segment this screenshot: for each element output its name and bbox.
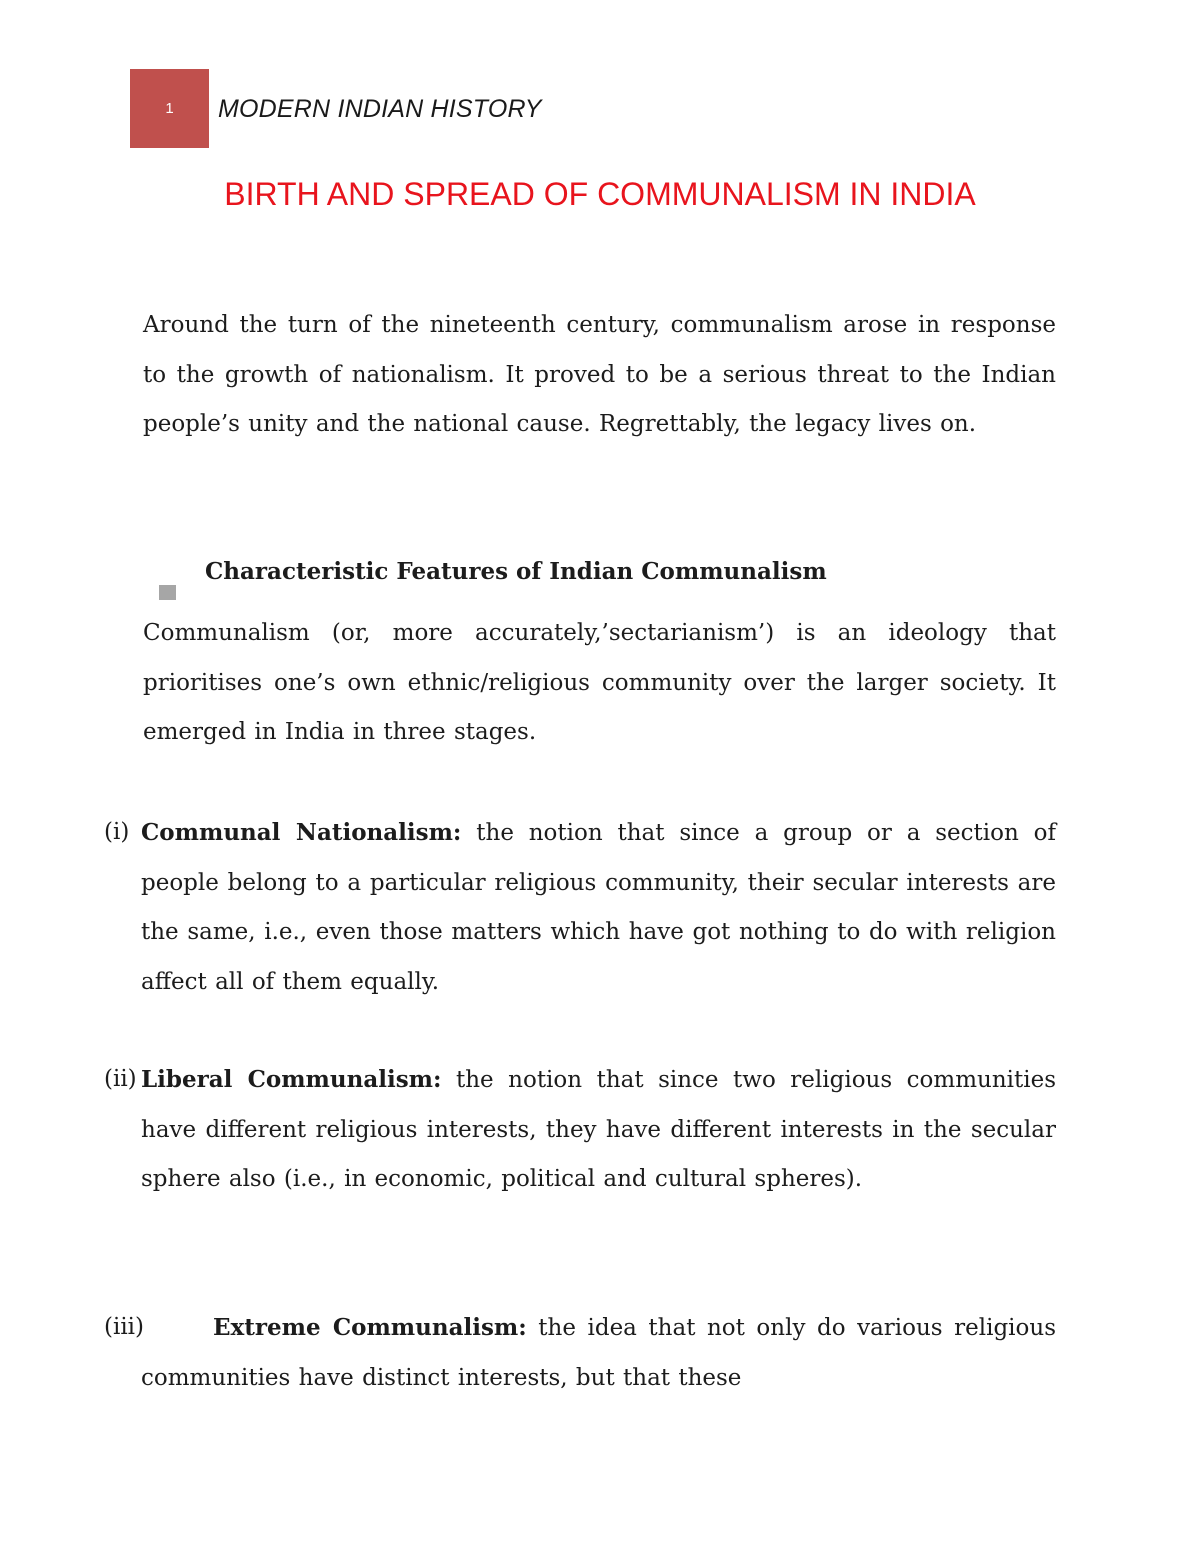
stage-marker: (ii) xyxy=(104,1066,137,1092)
stage-text: the idea that not only do various religious communities have distinct interests, but that these xyxy=(141,1315,1057,1391)
stage-marker: (iii) xyxy=(104,1314,145,1340)
stage-text: the notion that since a group or a section of people belong to a particular religious community, their secular interests are the same, i.e., even those matters which have got nothing to do with religion affect all of them equally. xyxy=(141,820,1056,995)
running-header-title: MODERN INDIAN HISTORY xyxy=(218,95,542,123)
intro-paragraph: Around the turn of the nineteenth century, communalism arose in response to the growth of nationalism. It proved to be a serious threat to the Indian people’s unity and the national cause. Regrettably, the legacy lives on. xyxy=(143,312,1056,438)
stage-body xyxy=(141,808,1056,1007)
document-title: BIRTH AND SPREAD OF COMMUNALISM IN INDIA xyxy=(224,176,976,212)
stage-text: the notion that since two religious communities have different religious interests, they have different interests in the secular sphere also (i.e., in economic, political and cultural spheres). xyxy=(141,1067,1057,1192)
stage-item xyxy=(104,1303,1056,1403)
page-number-box xyxy=(130,69,209,148)
stage-term: Extreme Communalism: xyxy=(213,1314,527,1341)
stage-item xyxy=(104,808,1056,1007)
stage-item xyxy=(104,1055,1056,1205)
page-number: 1 xyxy=(165,100,174,117)
section-heading: Characteristic Features of Indian Communalism xyxy=(205,558,827,585)
stage-body xyxy=(141,1303,1056,1403)
gray-square-bullet-icon xyxy=(159,585,176,600)
definition-paragraph: Communalism (or, more accurately,’sectarianism’) is an ideology that prioritises one’s own ethnic/religious community over the larger society. It emerged in India in three stages. xyxy=(143,620,1056,746)
stage-body xyxy=(141,1055,1056,1205)
stage-term: Liberal Communalism: xyxy=(141,1066,442,1093)
stage-term: Communal Nationalism: xyxy=(141,819,462,846)
stage-marker: (i) xyxy=(104,819,130,845)
